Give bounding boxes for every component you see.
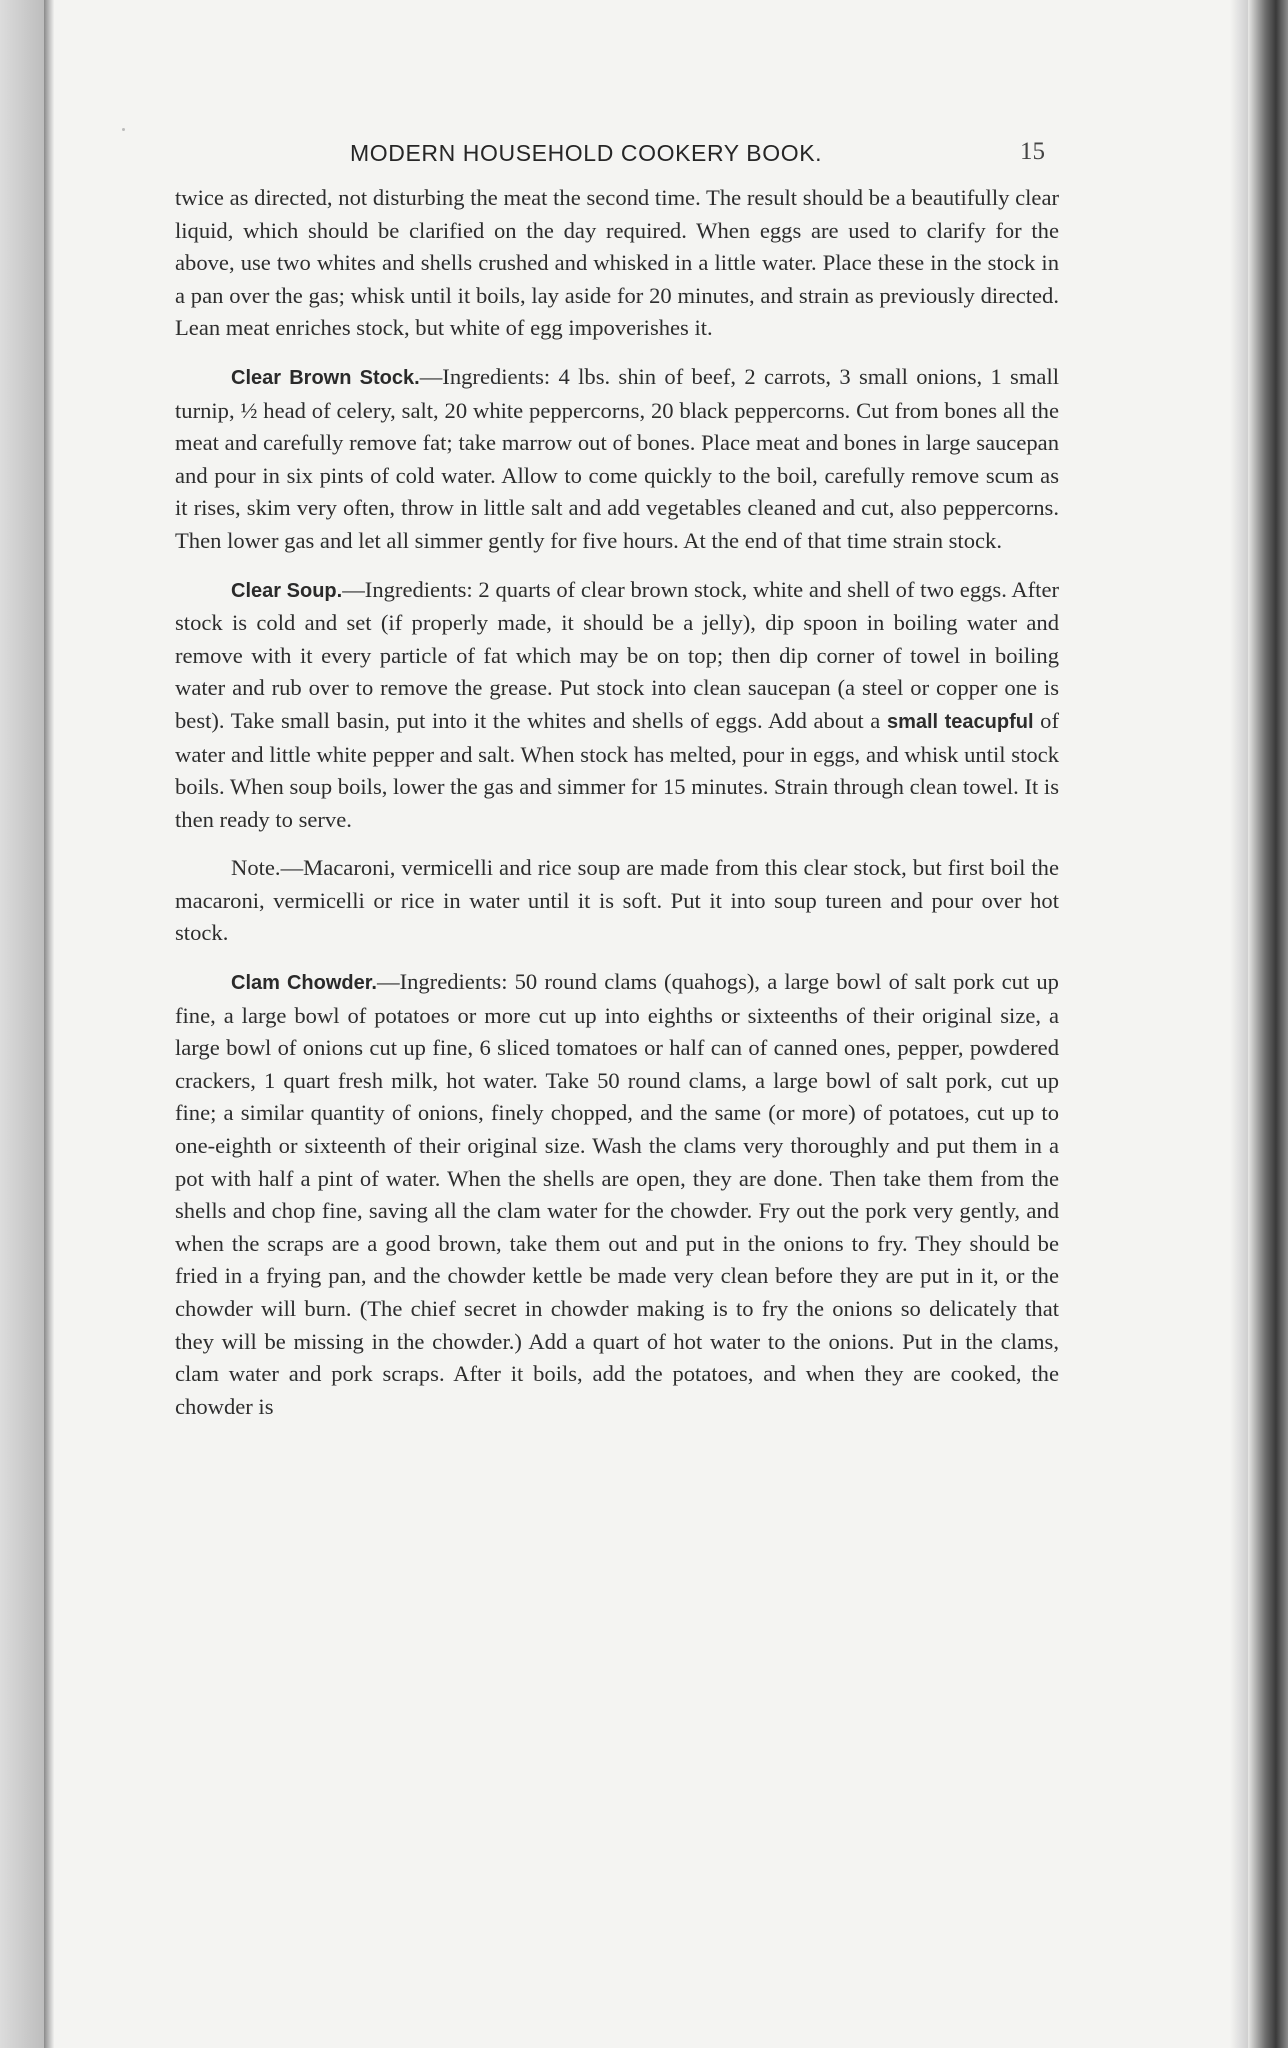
paragraph-text: of water and little white pepper and salt. When stock has melted, pour in eggs, and whisk until stock boils. When soup boils, lower the gas and simmer for 15 minutes. Strain through clean towel. It is then ready to serve. (175, 707, 1059, 832)
paragraph-text: —Ingredients: 50 round clams (quahogs), a large bowl of salt pork cut up fine, a large bowl of potatoes or more cut up into eighths or sixteenths of their original size, a large bowl of onions cut up fine, 6 sliced tomatoes or half can of canned ones, pepper, powdered crackers, 1 quart fresh milk, hot water. Take 50 round clams, a large bowl of salt pork, cut up fine; a similar quantity of onions, finely chopped, and the same (or more) of potatoes, cut up to one-eighth or sixteenth of their original size. Wash the clams very thoroughly and put them in a pot with half a pint of water. When the shells are open, they are done. Then take them from the shells and chop fine, saving all the clam water for the chowder. Fry out the pork very gently, and when the scraps are a good brown, take them out and put in the onions to fry. They should be fried in a frying pan, and the chowder kettle be made very clean before they are put in it, or the chowder will burn. (The chief secret in chowder making is to fry the onions so delicately that they will be missing in the chowder.) Add a quart of hot water to the onions. Put in the clams, clam water and pork scraps. After it boils, add the potatoes, and when they are cooked, the chowder is (175, 969, 1059, 1419)
running-title: MODERN HOUSEHOLD COOKERY BOOK. (350, 140, 823, 166)
recipe-heading: Clam Chowder. (231, 972, 377, 995)
paragraph-text: Note.—Macaroni, vermicelli and rice soup are made from this clear stock, but first boil the macaroni, vermicelli or rice in water until it is soft. Put it into soup tureen and pour over hot stock. (175, 855, 1059, 946)
paragraph-text: twice as directed, not disturbing the meat the second time. The result should be a beautifully clear liquid, which should be clarified on the day required. When eggs are used to clarify for the above, use two whites and shells crushed and whisked in a little water. Place these in the stock in a pan over the gas; whisk until it boils, lay aside for 20 minutes, and strain as previously directed. Lean meat enriches stock, but white of egg impoverishes it. (175, 185, 1059, 341)
right-page-edge (1248, 0, 1288, 2048)
paragraph-text: —Ingredients: 2 quarts of clear brown stock, white and shell of two eggs. After stock is cold and set (if properly made, it should be a jelly), dip spoon in boiling water and remove with it every particle of fat which may be on top; then dip corner of towel in boiling water and rub over to remove the grease. Put stock into clean saucepan (a steel or copper one is best). Take small basin, put into it the whites and shells of eggs. Add about a (175, 576, 1059, 733)
page-number: 15 (1020, 138, 1045, 165)
right-binding-shadow (1230, 0, 1248, 2048)
scan-speck (122, 128, 125, 131)
recipe-heading: Clear Soup. (231, 579, 343, 602)
recipe-heading: Clear Brown Stock. (231, 366, 420, 389)
left-page-edge (44, 0, 54, 2048)
paragraph-note (175, 852, 1059, 950)
left-page-shadow (0, 0, 44, 2048)
paragraph-continuation (175, 182, 1059, 345)
paragraph-clear-brown-stock (175, 361, 1059, 558)
book-page (175, 134, 1059, 1439)
paragraph-text: —Ingredients: 4 lbs. shin of beef, 2 carrots, 3 small onions, 1 small turnip, ½ head of celery, salt, 20 white peppercorns, 20 black peppercorns. Cut from bones all the meat and carefully remove fat; take marrow out of bones. Place meat and bones in large saucepan and pour in six pints of cold water. Allow to come quickly to the boil, carefully remove scum as it rises, skim very often, throw in little salt and add vegetables cleaned and cut, also peppercorns. Then lower gas and let all simmer gently for five hours. At the end of that time strain stock. (175, 363, 1059, 553)
paragraph-clear-soup (175, 574, 1059, 837)
running-header (175, 134, 1059, 182)
emphasized-text: small teacupful (886, 710, 1034, 733)
paragraph-clam-chowder (175, 966, 1059, 1423)
